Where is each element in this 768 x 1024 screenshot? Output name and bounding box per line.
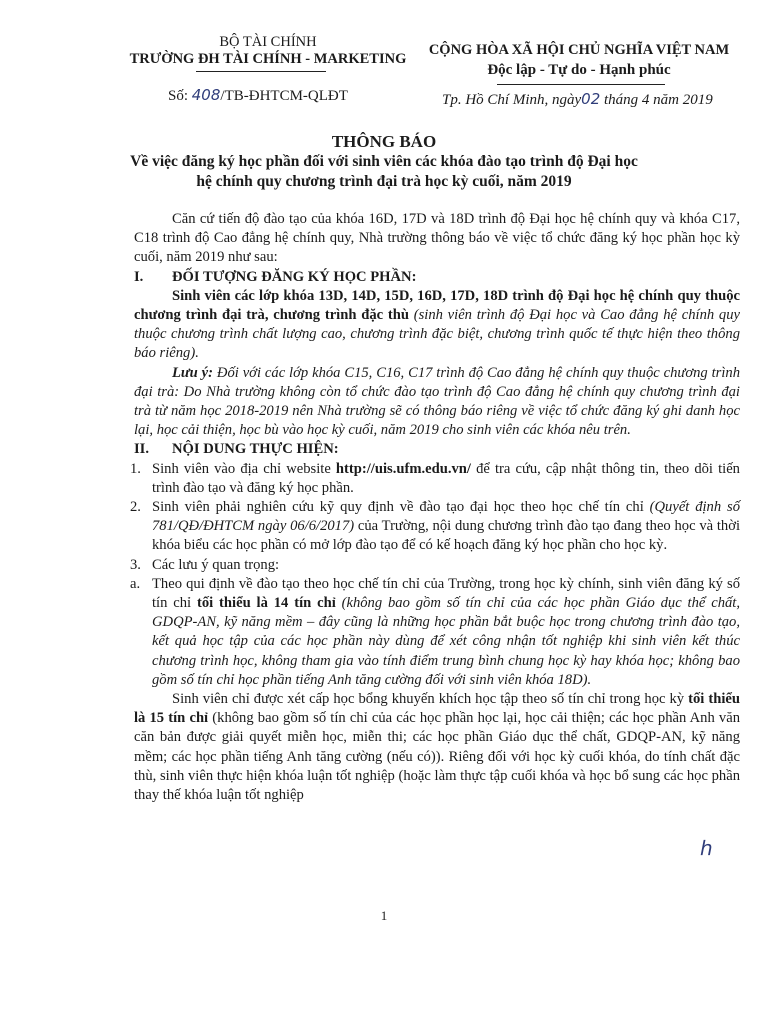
list-item-a (130, 575, 741, 690)
intro-paragraph: Căn cứ tiến độ đào tạo của khóa 16D, 17D và 18D trình độ Đại học hệ chính quy và khóa C17, C18 trình độ Cao đẳng hệ chính quy, Nhà trường thông báo về việc tổ chức đăng ký học phần học kỳ cuối, năm 2019 như sau: (134, 211, 740, 266)
list-item-2-text-end: của Trường, nội dung chương trình đào tạo đang theo học và thời khóa biểu các học phần có mở lớp đào tạo để có kế hoạch đăng ký học phần cho học kỳ. (152, 518, 740, 554)
section-1-number: I. (134, 268, 144, 285)
website-link[interactable]: http://uis.ufm.edu.vn/ (335, 460, 471, 477)
target-students-bold: Sinh viên các lớp khóa 13D, 14D, 15D, 16D, 17D, 18D trình độ Đại học hệ chính quy thuộc chương trình đại trà, chương trình đặc thù (134, 287, 740, 324)
list-item-a-text: Theo qui định về đào tạo theo học chế tín chỉ của Trường, trong học kỳ chính, sinh viên đăng ký số tín chỉ (152, 575, 740, 612)
document-body (130, 210, 741, 805)
national-header (414, 40, 744, 80)
doc-number-suffix: /TB-ĐHTCM-QLĐT (220, 88, 348, 104)
section-1-note (134, 364, 740, 441)
list-item-2-number: 2. (130, 499, 141, 516)
scholarship-text: Sinh viên chỉ được xét cấp học bổng khuyến khích học tập theo số tín chỉ trong học kỳ (172, 691, 685, 708)
section-1-heading (134, 268, 740, 287)
doc-number-handwritten: 408 (191, 86, 221, 104)
section-2-number: II. (134, 441, 150, 458)
date-suffix: tháng 4 năm 2019 (604, 92, 713, 108)
list-item-2-text: Sinh viên phải nghiên cứu kỹ quy định về đào tạo đại học theo học chế tín chỉ (152, 499, 644, 516)
ministry-name: BỘ TÀI CHÍNH (219, 34, 317, 50)
country-name: CỘNG HÒA XÃ HỘI CHỦ NGHĨA VIỆT NAM (428, 42, 730, 58)
list-item-3 (130, 556, 740, 575)
section-2-title: NỘI DUNG THỰC HIỆN: (172, 441, 339, 458)
min-credits-note: (không bao gồm số tín chỉ của các học phần Giáo dục thể chất, GDQP-AN, kỹ năng mềm – đây cũng là những học phần bắt buộc học trong chương trình đào tạo, kết quả học tập của các học phần này dùng để xét công nhận tốt nghiệp khi sinh viên kết thúc chương trình học, không tham gia vào tính điểm trung bình chung học kỳ hay khóa học; không bao gồm số tín chỉ học phần tiếng Anh tăng cường đối với sinh viên khóa 18D). (152, 595, 741, 688)
date-day-handwritten: 02 (581, 90, 601, 108)
note-text: Đối với các lớp khóa C15, C16, C17 trình độ Cao đẳng hệ chính quy thuộc chương trình đại trà: Do Nhà trường không còn tổ chức đào tạo trình độ Cao đẳng hệ chính quy chương trình đại trà từ năm học 2018-2019 nên Nhà trường sẽ có thông báo riêng về việc tổ chức đăng ký ghi danh học lại, học cải thiện, học bù vào học kỳ cuối, năm 2019 cho sinh viên các khóa nêu trên. (134, 364, 741, 439)
section-1-paragraph (134, 287, 740, 364)
list-item-a-letter: a. (130, 575, 141, 592)
document-date (442, 90, 713, 109)
target-students-note: (sinh viên trình độ Đại học và Cao đẳng hệ chính quy thuộc chương trình chất lượng cao, chương trình đặc biệt, chương trình quốc tế thực hiện theo thông báo riêng). (134, 307, 740, 362)
list-item-1-text: Sinh viên vào địa chỉ website (152, 460, 331, 477)
date-prefix: Tp. Hồ Chí Minh, ngày (442, 92, 582, 108)
national-motto: Độc lập - Tự do - Hạnh phúc (487, 62, 671, 78)
list-item-3-number: 3. (130, 556, 141, 573)
motto-underline (497, 84, 665, 85)
issuer-underline (196, 71, 326, 72)
note-label: Lưu ý: (172, 364, 214, 381)
list-item-1-number: 1. (130, 460, 141, 477)
doc-number-prefix: Số: (168, 88, 189, 104)
document-number (168, 86, 348, 105)
school-name: TRƯỜNG ĐH TÀI CHÍNH - MARKETING (129, 51, 407, 67)
list-item-2 (130, 498, 740, 556)
min-credits-bold: tối thiểu là 14 tín chỉ (196, 595, 336, 612)
document-subject-line-1: Về việc đăng ký học phần đối với sinh viên các khóa đào tạo trình độ Đại học (130, 153, 638, 170)
page-number: 1 (380, 908, 388, 923)
document-subject-line-2: hệ chính quy chương trình đại trà học kỳ cuối, năm 2019 (196, 173, 572, 190)
list-item-1-text-end: để tra cứu, cập nhật thông tin, theo dõi tiến trình đào tạo và đăng ký học phần. (152, 460, 740, 496)
regulation-reference: (Quyết định số 781/QĐ/ĐHTCM ngày 06/6/2017) (152, 499, 740, 535)
scholarship-min-credits: tối thiểu là 15 tín chỉ (134, 691, 740, 727)
handwritten-initial-mark: ℎ (700, 836, 713, 860)
document-title: THÔNG BÁO (331, 132, 437, 151)
issuer-block (118, 34, 418, 68)
list-item-3-text: Các lưu ý quan trọng: (152, 556, 280, 573)
section-2-heading (134, 440, 740, 459)
list-item-1 (130, 460, 740, 498)
scholarship-paragraph (134, 690, 740, 805)
section-1-title: ĐỐI TƯỢNG ĐĂNG KÝ HỌC PHẦN: (172, 268, 417, 285)
scholarship-text-end: (không bao gồm số tín chỉ của các học phần học lại, học cải thiện; các học phần Anh văn căn bản được giải quyết miễn học, miễn thi; các học phần Giáo dục thể chất, GDQP-AN, kỹ năng mềm; các học phần tiếng Anh tăng cường (nếu có)). Riêng đối với học kỳ cuối khóa, do tính chất đặc thù, sinh viên thực hiện khóa luận tốt nghiệp (hoặc làm thực tập cuối khóa và học bổ sung các học phần thay thế khóa luận tốt nghiệp (134, 710, 740, 804)
